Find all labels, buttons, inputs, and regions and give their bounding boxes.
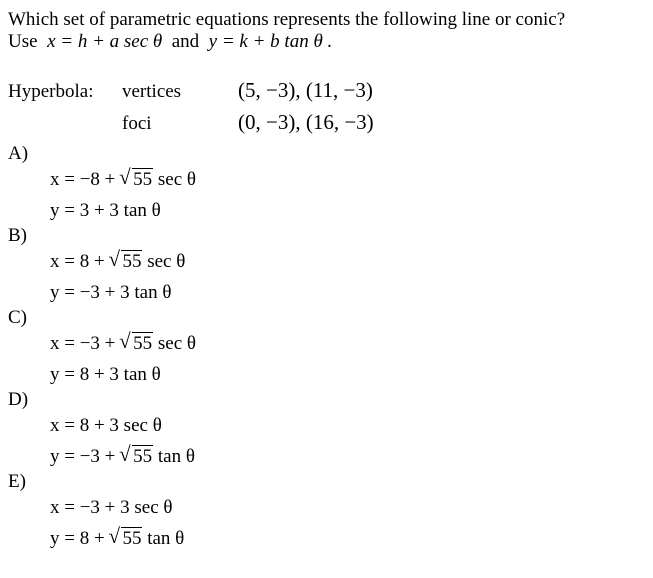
- option-label-d[interactable]: D): [8, 389, 29, 410]
- option-label-c[interactable]: C): [8, 307, 27, 328]
- square-root: √ 55: [121, 446, 153, 468]
- equation-y: y = 8 + 3 tan θ: [50, 364, 161, 385]
- formula-x-general: x = h + a sec θ: [47, 31, 163, 52]
- equation-x: x = −3 + 3 sec θ: [50, 497, 173, 518]
- question-text: Which set of parametric equations represents the following line or conic?: [8, 9, 566, 30]
- use-word: Use: [8, 31, 38, 52]
- equation-x: x = −8 + √ 55 sec θ: [50, 169, 196, 190]
- option-label-b[interactable]: B): [8, 225, 27, 246]
- foci-value: (0, −3), (16, −3): [238, 110, 374, 134]
- equation-y: y = 3 + 3 tan θ: [50, 200, 161, 221]
- square-root: √ 55: [121, 169, 153, 191]
- equation-y: y = 8 + √ 55 tan θ: [50, 528, 184, 549]
- conic-type: Hyperbola:: [8, 81, 94, 102]
- equation-x: x = 8 + 3 sec θ: [50, 415, 162, 436]
- foci-label: foci: [122, 113, 152, 134]
- formula-y-general: y = k + b tan θ .: [208, 31, 333, 52]
- option-y-equation: [50, 282, 171, 304]
- square-root: √ 55: [121, 333, 153, 355]
- square-root: √ 55: [110, 528, 142, 550]
- option-y-equation: [50, 446, 195, 468]
- equation-y: y = −3 + √ 55 tan θ: [50, 446, 195, 467]
- option-x-equation: [50, 497, 173, 519]
- equation-y: y = −3 + 3 tan θ: [50, 282, 172, 303]
- option-y-equation: [50, 528, 184, 550]
- option-x-equation: [50, 169, 196, 191]
- option-x-equation: [50, 251, 185, 273]
- option-label-e[interactable]: E): [8, 471, 26, 492]
- question-instruction: [8, 31, 332, 53]
- option-x-equation: [50, 333, 196, 355]
- option-x-equation: [50, 415, 162, 437]
- option-y-equation: [50, 364, 161, 386]
- option-label-a[interactable]: A): [8, 143, 29, 164]
- equation-x: x = −3 + √ 55 sec θ: [50, 333, 196, 354]
- and-word: and: [171, 31, 200, 52]
- vertices-label: vertices: [122, 81, 182, 102]
- square-root: √ 55: [110, 251, 142, 273]
- option-y-equation: [50, 200, 161, 222]
- vertices-value: (5, −3), (11, −3): [238, 78, 373, 102]
- equation-x: x = 8 + √ 55 sec θ: [50, 251, 185, 272]
